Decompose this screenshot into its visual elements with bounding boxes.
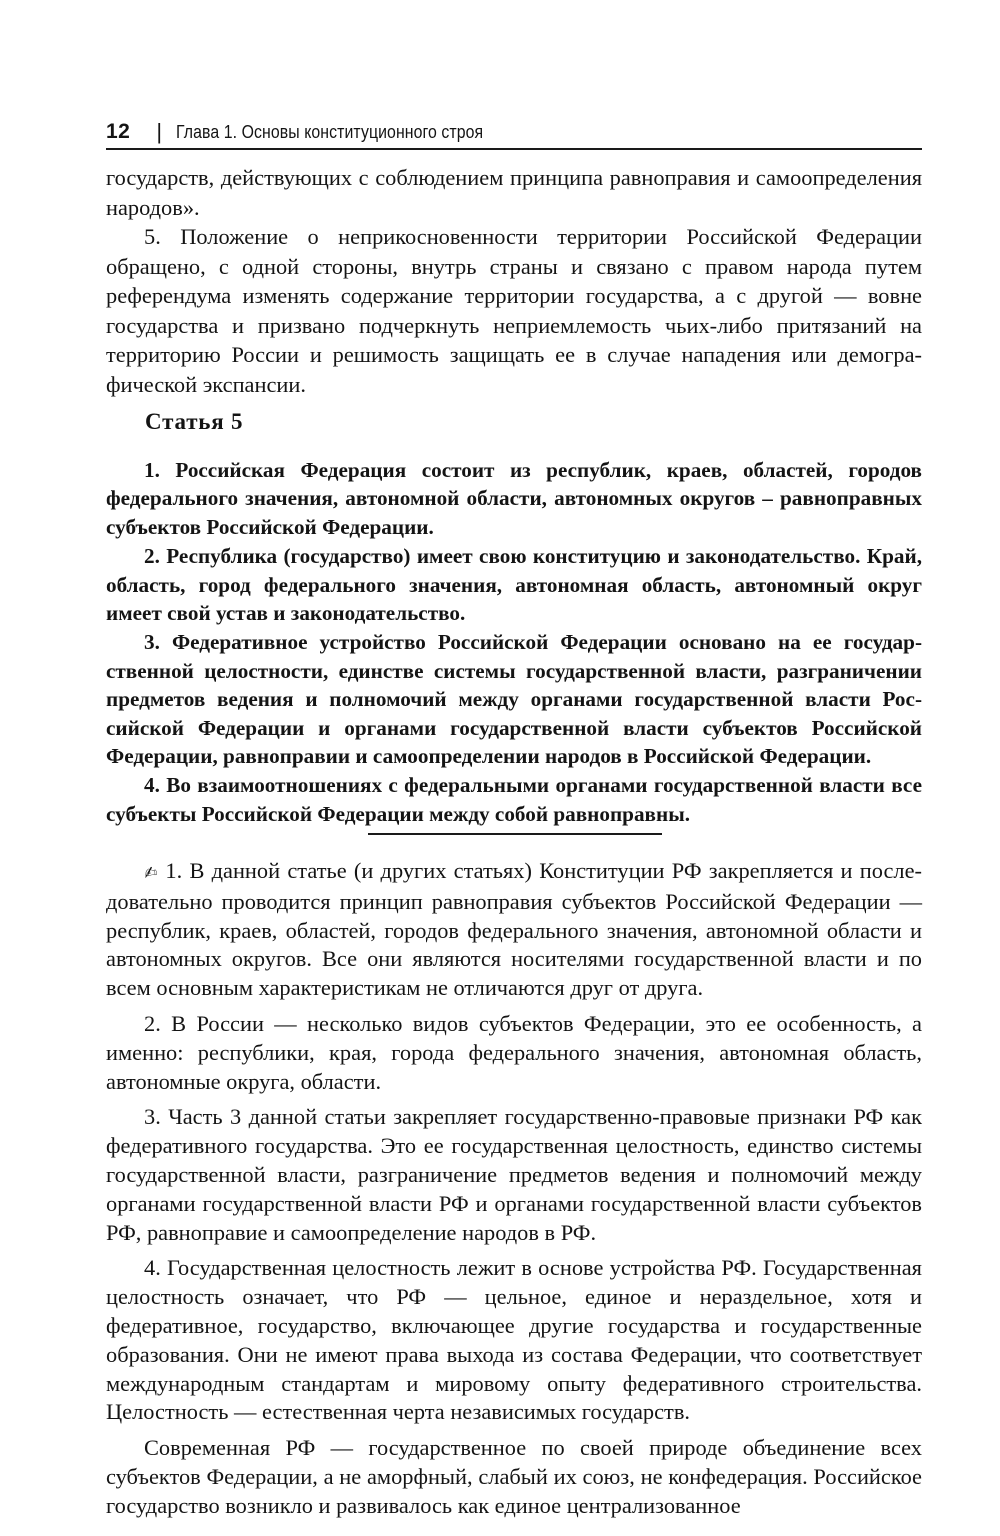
running-header xyxy=(106,116,922,148)
article-clause: 1. Российская Федерация состоит из республик, краев, областей, городов федерального значения, автономной области, автономных округов – равноправных субъектов Российской Федерации. xyxy=(106,458,922,539)
article-heading: Статья 5 xyxy=(145,409,244,434)
header-rule xyxy=(106,148,922,150)
page-number: 12 xyxy=(106,120,131,143)
commentary-paragraph: 5. Положение о неприкосновенности территории Российской Федерации обращено, с одной стороны, внутрь страны и связано с правом народа путем референдума изменять содержание территории государства, а с другой — вовне государства и призвано подчеркнуть неприемлемость чьих-либо притязаний на территорию России и решимость защищать ее в случае нападения или демографической экспансии. xyxy=(106,224,922,397)
article-clause: 4. Во взаимоотношениях с федеральными органами государственной власти все субъекты Российской Федерации между собой равноправны. xyxy=(106,773,922,826)
article-text xyxy=(106,456,922,829)
header-separator: | xyxy=(156,119,163,144)
article-clause: 2. Республика (государство) имеет свою конституцию и законодательство. Край, область, город федерального значения, автономная область, автономный округ имеет свой устав и законодательство. xyxy=(106,544,922,626)
commentary-paragraph: 2. В России — несколько видов субъектов Федерации, это ее особенность, а именно: республики, края, города федерального значения, автономная область, автономные округа, области. xyxy=(106,1010,922,1094)
commentary-paragraph: 3. Часть 3 данной статьи закрепляет государственно-правовые признаки РФ как федеративного государства. Это ее государственная целостность, единство системы государственной власти, разграничение предметов ведения и полномочий между органами государственной власти РФ и органами государственной власти субъектов РФ, равноправие и самоопределение народов в РФ. xyxy=(106,1104,922,1245)
article-clause: 3. Федеративное устройство Российской Федерации основано на ее государственной целостности, единстве системы государственной власти, разграничении предметов ведения и полномочий между органами государственной власти Российской Федерации и органами государственной власти субъектов Российской Федерации, равноправии и самоопределении народов в Российской Федерации. xyxy=(106,630,922,769)
commentary-paragraph: государств, действующих с соблюдением принципа равноправия и самоопределения народов». xyxy=(106,165,922,220)
commentary xyxy=(106,857,922,1528)
commentary-paragraph: Современная РФ — государственное по своей природе объединение всех субъектов Федерации, а не аморфный, слабый их союз, не конфедерация. Российское государство возникло и развивалось как единое централизованное xyxy=(106,1435,922,1518)
article-end-rule xyxy=(368,833,662,835)
commentary-continuation xyxy=(106,163,922,399)
chapter-title: Глава 1. Основы конституционного строя xyxy=(176,121,484,142)
pen-icon: ✍ xyxy=(141,861,160,884)
commentary-paragraph-text: 1. В данной статье (и других статьях) Конституции РФ закрепляется и последовательно проводится принцип равноправия субъектов Российской Федерации — республик, краев, областей, городов федерального значения, автономной области и автономных округов. Все они являются носителями государственной власти и по всем основным характеристикам не отличаются друг от друга. xyxy=(106,858,922,1001)
commentary-paragraph xyxy=(106,857,922,1003)
commentary-paragraph: 4. Государственная целостность лежит в основе устройства РФ. Государственная целостность означает, что РФ — цельное, единое и нераздельное, хотя и федеративное, государство, включающее другие государства и государственные образования. Они не имеют права выхода из состава Федерации, что соответствует международным стандартам и мировому опыту федеративного строительства. Целостность — естественная черта независимых государств. xyxy=(106,1255,922,1425)
